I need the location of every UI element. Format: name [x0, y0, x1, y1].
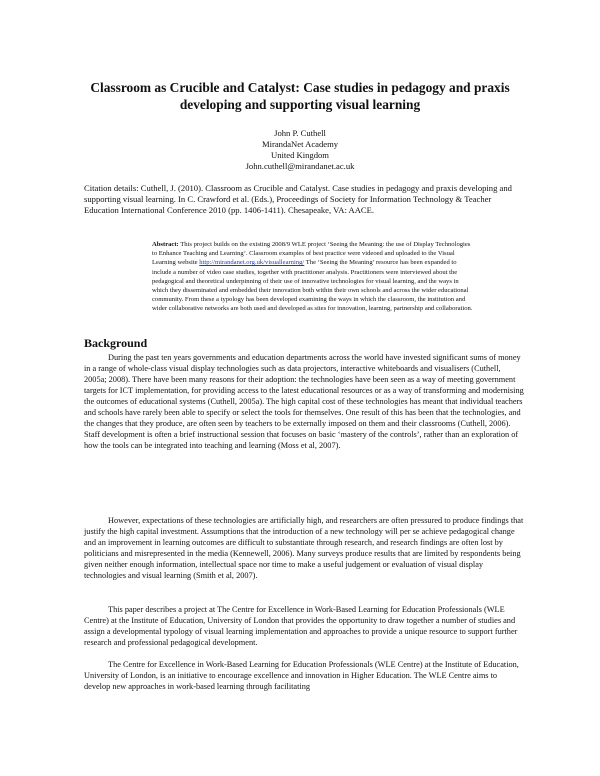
author-name: John P. Cuthell: [274, 128, 326, 138]
section-heading-background: Background: [84, 336, 148, 350]
paper-title: Classroom as Crucible and Catalyst: Case studies in pedagogy and praxis developing and supporting visual learning: [90, 80, 510, 112]
abstract-text-after-link: The ‘Seeing the Meaning’ resource has been expanded to include a number of video case studies, together with practitioner analysis. Practitioners were interviewed about the pedagogical and theoretical underpinning of their use of innovative technologies for visual learning, and the ways in which they disseminated and embedded their innovation both within their own schools and across the wider educational community. From these a typology has been developed examining the ways in which the classroom, the institution and wider collaborative networks are both used and developed as sites for innovation, learning, partnership and collaboration.: [152, 259, 473, 313]
abstract: [152, 240, 474, 314]
body-paragraph: However, expectations of these technologies are artificially high, and researchers are often pressured to produce findings that justify the high capital investment. Assumptions that the introduction of a new technology will per se achieve pedagogical change and an improvement in learning outcomes are difficult to substantiate through research, and research findings are often lost by politicians and misrepresented in the media (Kennewell, 2006). Many surveys produce results that are limited by respondents being given neither enough information, intellectual space nor time to make a useful judgement or evaluation of visual display technologies and visual learning (Smith et al, 2007).: [84, 516, 524, 581]
author-country: United Kingdom: [270, 150, 329, 160]
author-organization: MirandaNet Academy: [261, 139, 339, 149]
body-paragraph: This paper describes a project at The Centre for Excellence in Work-Based Learning for Education Professionals (WLE Centre) at the Institute of Education, University of London that provides the opportunity to draw together a number of studies and assign a developmental typology of visual learning implementation and approaches to provide a unique resource to support further research and professional pedagogical development.: [84, 605, 518, 648]
body-paragraph: The Centre for Excellence in Work-Based Learning for Education Professionals (WLE Centre) at the Institute of Education, University of London, is an initiative to encourage excellence and innovation in Higher Education. The WLE Centre aims to develop new approaches in work-based learning through facilitating: [84, 660, 519, 692]
abstract-text-before-link: This project builds on the existing 2008/9 WLE project ‘Seeing the Meaning: the use of Display Technologies to Enhance Teaching and Learning’. Classroom examples of best practice were videoed and uploaded to the Visual Learning website: [152, 241, 471, 267]
citation-details: Citation details: Cuthell, J. (2010). Classroom as Crucible and Catalyst. Case studies in pedagogy and praxis developing and supporting visual learning. In C. Crawford et al. (Eds.), Proceedings of Society for Information Technology & Teacher Education International Conference 2010 (pp. 1406-1411). Chesapeake, VA: AACE.: [84, 183, 512, 216]
visual-learning-website-link[interactable]: http://mirandanet.org.uk/visuallearning/: [199, 259, 305, 267]
body-paragraph: During the past ten years governments and education departments across the world have invested significant sums of money in a range of whole-class visual display technologies such as data projectors, interactive whiteboards and visualisers (Cuthell, 2005a; 2008). There have been many reasons for their adoption: the technologies have been seen as a way of meeting government targets for ICT implementation, for providing access to the latest educational resources or as a way of transforming and modernising the outcomes of educational systems (Cuthell, 2005a). The high capital cost of these technologies has meant that individual teachers and schools have rarely been able to specify or select the tools for themselves. One result of this has been that the technologies, and the changes that they produce, are often seen by teachers to be externally imposed on them and their classrooms (Cuthell, 2006). Staff development is often a brief instructional session that focuses on basic ‘mastery of the controls’, rather than an exploration of how the tools can be integrated into teaching and learning (Moss et al, 2007).: [84, 353, 524, 451]
abstract-label: Abstract:: [152, 241, 179, 248]
author-email: John.cuthell@mirandanet.ac.uk: [245, 161, 355, 171]
author-block: [150, 128, 450, 172]
